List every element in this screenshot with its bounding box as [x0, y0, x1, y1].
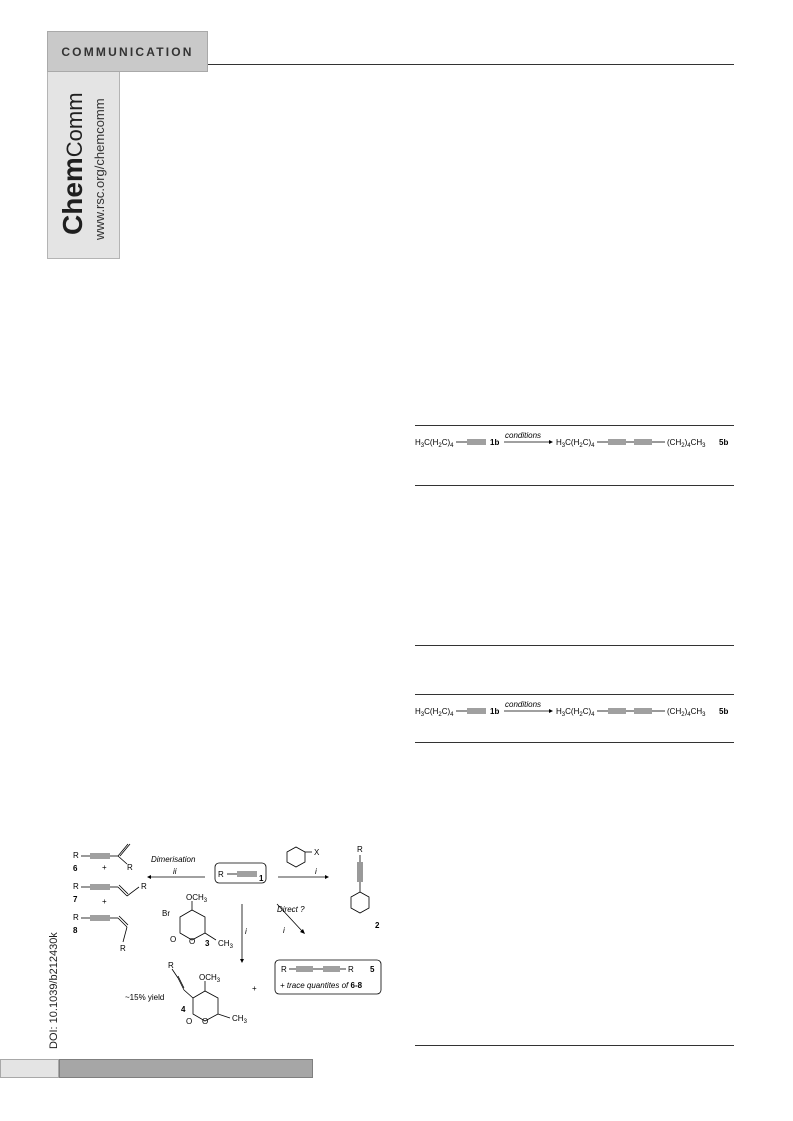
och3-3: $OCH_3$	[186, 893, 208, 904]
o-4b: O	[202, 1017, 209, 1026]
r-7a: R	[73, 882, 79, 891]
plus-7: +	[102, 897, 107, 906]
label-6: 6	[73, 864, 78, 873]
condition-ii: ii	[173, 867, 177, 876]
table1-arrow-label: conditions	[505, 431, 542, 440]
table2-product-left: $H_3C(H_2C)_4$	[556, 707, 595, 718]
direct-label: Direct ?	[277, 905, 305, 914]
table2-product-label: 5b	[719, 707, 729, 716]
section-header	[47, 31, 208, 72]
table2-arrow-label: conditions	[505, 700, 542, 709]
r-5b: R	[348, 965, 354, 974]
journal-url[interactable]: www.rsc.org/chemcomm	[92, 98, 107, 240]
doi[interactable]: DOI: 10.1039/b212430k	[48, 932, 60, 1049]
table1-reactant-label: 1b	[490, 438, 500, 447]
och3-4: $OCH_3$	[199, 973, 221, 984]
label-7: 7	[73, 895, 78, 904]
condition-i-direct: i	[283, 926, 285, 935]
table1-reaction-scheme	[415, 428, 734, 458]
footer-page-box	[0, 1059, 59, 1078]
journal-logo: ChemComm	[57, 92, 88, 235]
o-3b: O	[189, 937, 196, 946]
table1-product-left: $H_3C(H_2C)_4$	[556, 438, 595, 449]
header-rule	[208, 64, 734, 65]
r-6a: R	[73, 851, 79, 860]
table1-product-right: $(CH_2)_4CH_3$	[667, 438, 706, 449]
table2-top-rule	[415, 645, 734, 646]
table2-product-right: $(CH_2)_4CH_3$	[667, 707, 706, 718]
r-1: R	[218, 870, 224, 879]
condition-i-top: i	[315, 867, 317, 876]
table1-reactant: $H_3C(H_2C)_4$	[415, 438, 454, 449]
yield-text: ~15% yield	[125, 993, 165, 1002]
table2-reactant: $H_3C(H_2C)_4$	[415, 707, 454, 718]
dimerisation-label: Dimerisation	[151, 855, 196, 864]
section-label: COMMUNICATION	[61, 44, 194, 59]
r-8b: R	[120, 944, 126, 953]
table2-header-rule	[415, 694, 734, 695]
r-8a: R	[73, 913, 79, 922]
footer-bar	[59, 1059, 313, 1078]
ch3-3: $CH_3$	[218, 939, 233, 950]
o-4a: O	[186, 1017, 193, 1026]
plus-4: +	[252, 984, 257, 993]
label-3: 3	[205, 939, 210, 948]
plus-6: +	[102, 863, 107, 872]
table2-bottom-rule	[415, 742, 734, 743]
trace-text: + trace quantites of 6-8	[280, 981, 363, 990]
table1-product-label: 5b	[719, 438, 729, 447]
r-2: R	[357, 845, 363, 854]
condition-i-down: i	[245, 927, 247, 936]
br-3: Br	[162, 909, 170, 918]
scheme-1	[55, 838, 390, 1028]
label-5: 5	[370, 965, 375, 974]
label-2: 2	[375, 921, 380, 930]
label-1: 1	[259, 874, 264, 883]
column-end-rule	[415, 1045, 734, 1046]
r-6b: R	[127, 863, 133, 872]
table1-bottom-rule	[415, 485, 734, 486]
o-3a: O	[170, 935, 177, 944]
aryl-x: X	[314, 848, 320, 857]
r-5a: R	[281, 965, 287, 974]
label-4: 4	[181, 1005, 186, 1014]
label-8: 8	[73, 926, 78, 935]
table2-reactant-label: 1b	[490, 707, 500, 716]
table1-top-rule	[415, 425, 734, 426]
r-7b: R	[141, 882, 147, 891]
r-4: R	[168, 961, 174, 970]
table2-reaction-scheme	[415, 697, 734, 727]
ch3-4: $CH_3$	[232, 1014, 247, 1025]
